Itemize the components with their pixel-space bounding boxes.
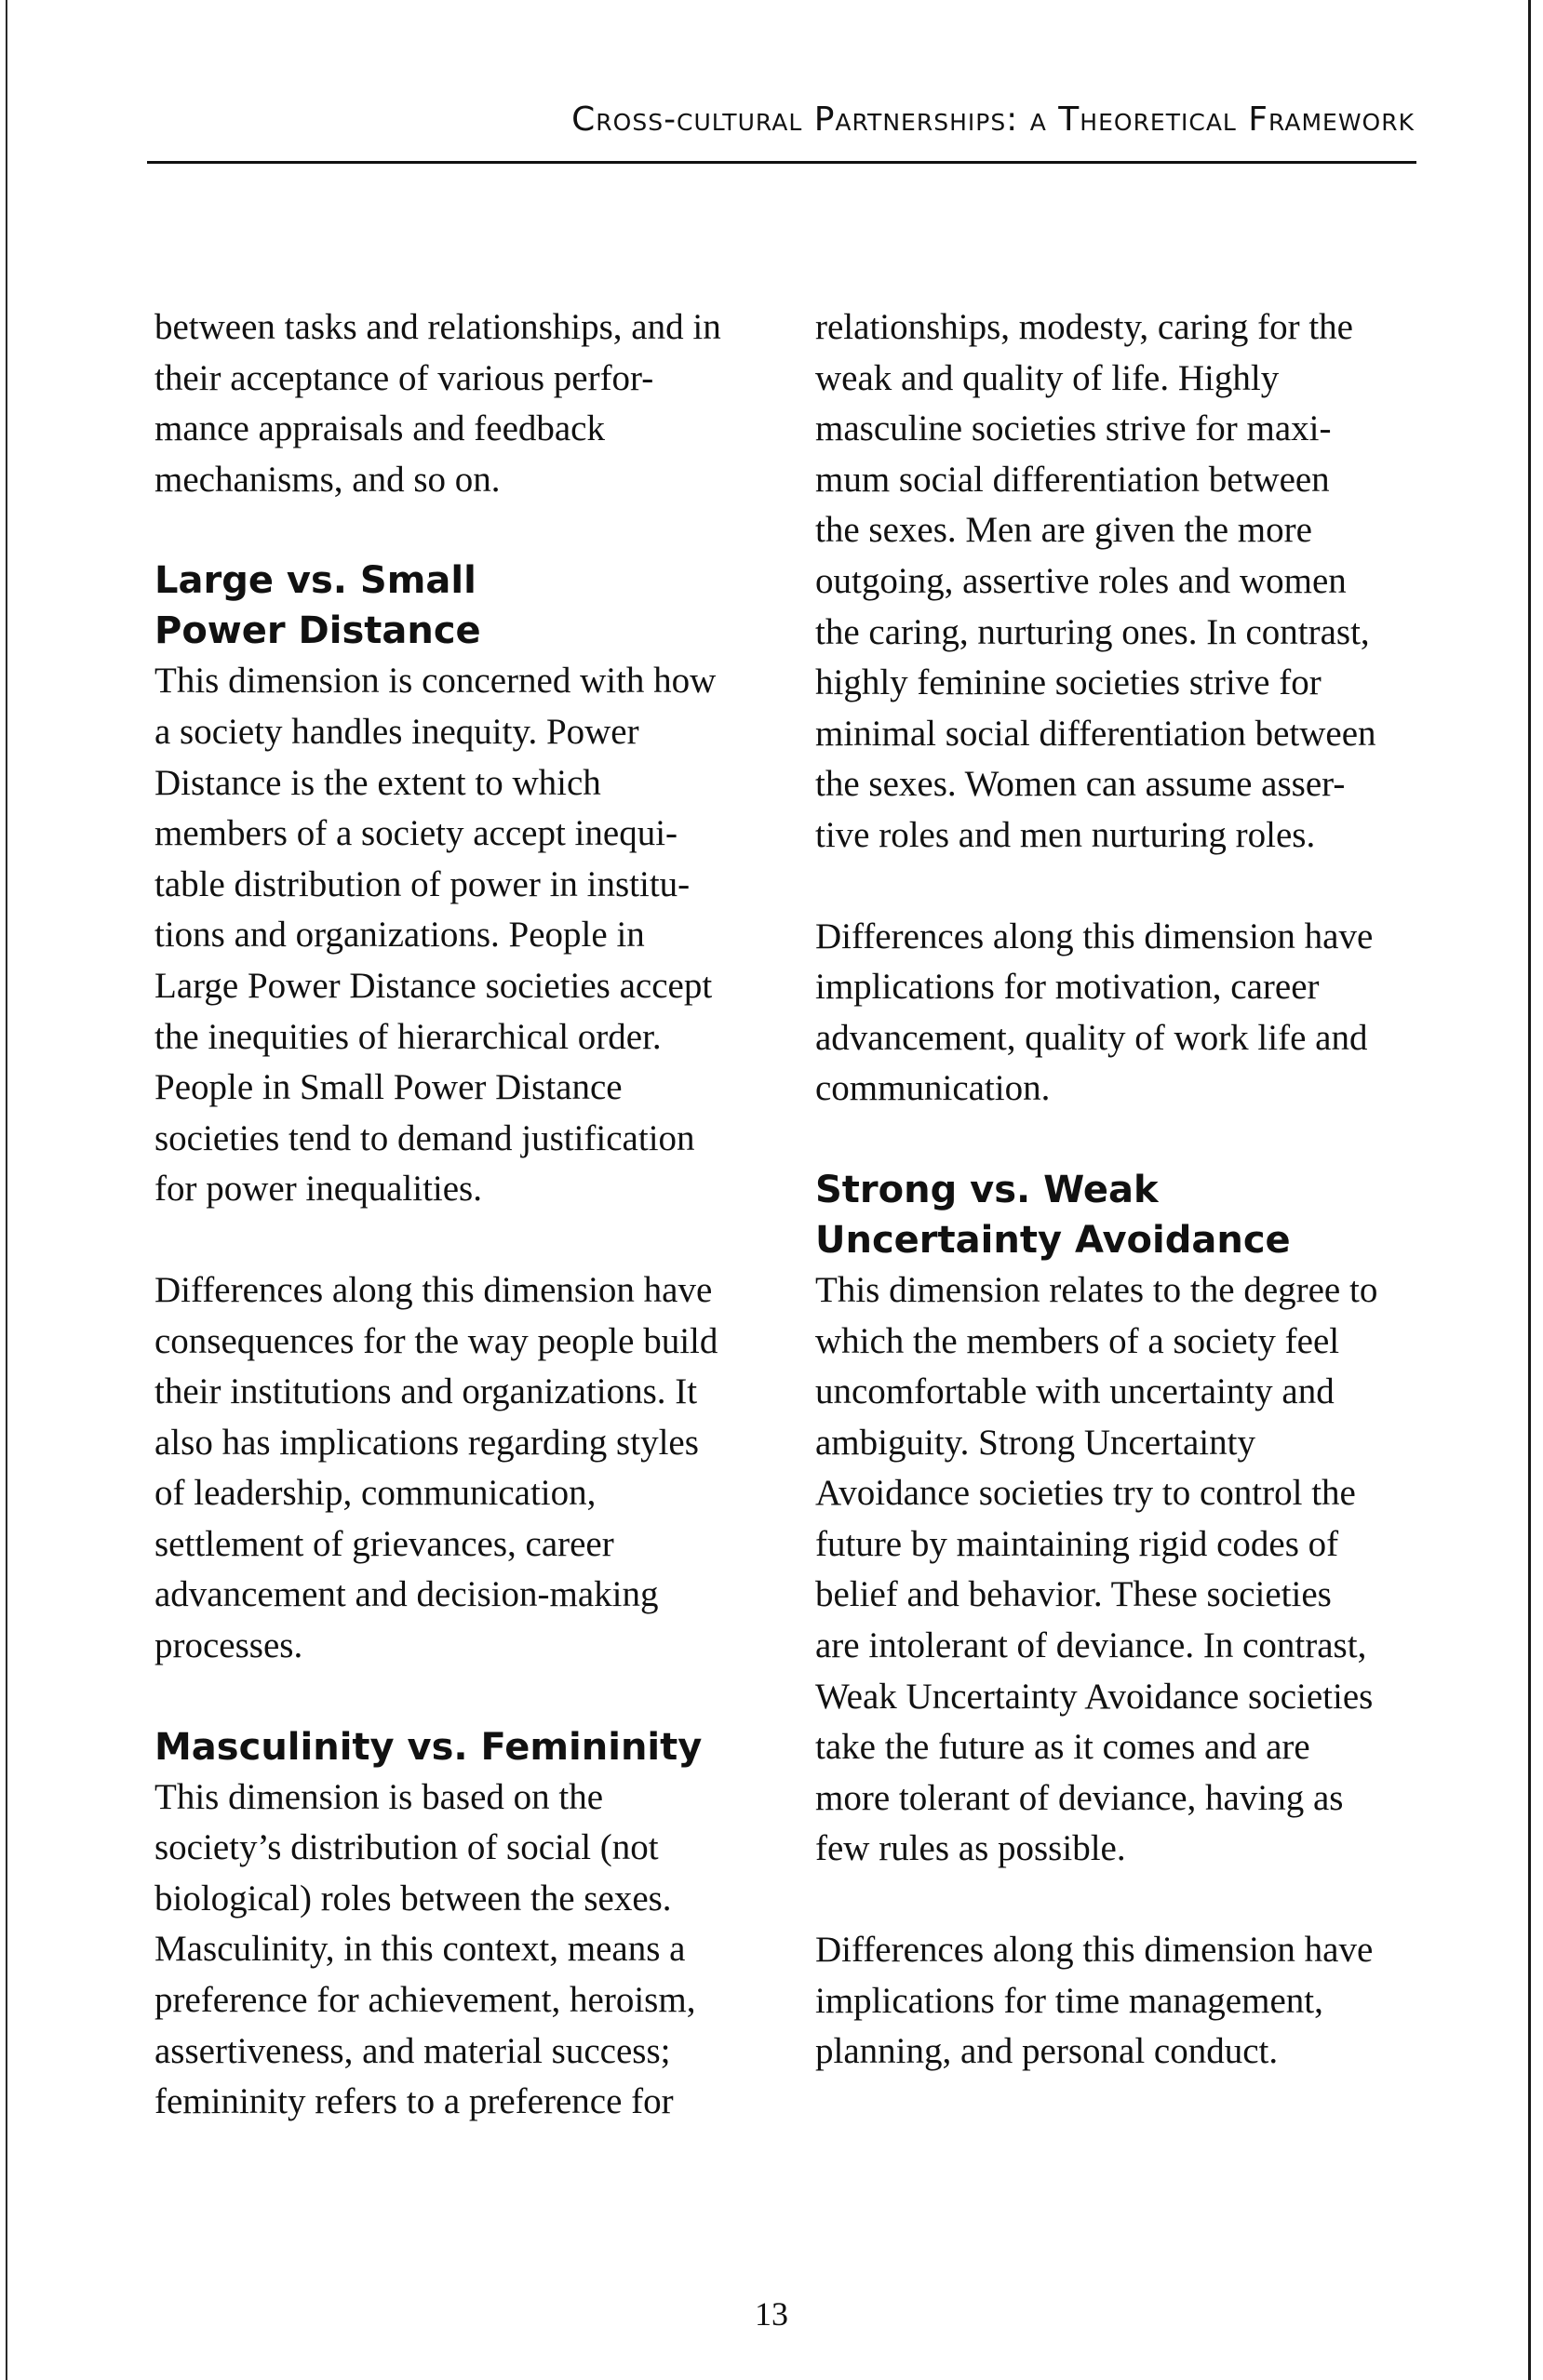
section-heading-power-distance — [154, 555, 780, 656]
text-line: ambiguity. Strong Uncertainty — [815, 1422, 1255, 1463]
text-line: their institutions and organizations. It — [154, 1371, 698, 1412]
text-line: People in Small Power Distance — [154, 1067, 623, 1108]
power-distance-paragraph-1 — [154, 656, 780, 1215]
text-line: assertiveness, and material success; — [154, 2030, 671, 2071]
text-line: are intolerant of deviance. In contrast, — [815, 1625, 1367, 1666]
text-line: Large Power Distance societies accept — [154, 965, 713, 1006]
continuation-paragraph — [815, 302, 1448, 862]
text-line: few rules as possible. — [815, 1828, 1126, 1869]
text-line: table distribution of power in institu- — [154, 863, 691, 904]
text-line: femininity refers to a preference for — [154, 2081, 674, 2122]
text-line: highly feminine societies strive for — [815, 662, 1322, 703]
text-line: uncomfortable with uncertainty and — [815, 1371, 1335, 1412]
text-line: Masculinity, in this context, means a — [154, 1929, 686, 1970]
text-line: This dimension relates to the degree to — [815, 1269, 1378, 1310]
intro-paragraph — [154, 302, 780, 505]
text-line: take the future as it comes and are — [815, 1727, 1310, 1768]
heading-line: Masculinity vs. Femininity — [154, 1725, 703, 1769]
text-line: Differences along this dimension have — [815, 916, 1374, 956]
text-line: also has implications regarding styles — [154, 1422, 699, 1463]
text-line: advancement, quality of work life and — [815, 1017, 1368, 1058]
section-heading-uncertainty — [815, 1165, 1448, 1265]
uncertainty-paragraph-2 — [815, 1925, 1448, 2078]
text-line: mum social differentiation between — [815, 459, 1330, 500]
text-line: biological) roles between the sexes. — [154, 1878, 672, 1919]
heading-line: Strong vs. Weak — [815, 1168, 1159, 1211]
text-line: their acceptance of various perfor- — [154, 357, 654, 398]
text-line: more tolerant of deviance, having as — [815, 1777, 1344, 1818]
text-line: society’s distribution of social (not — [154, 1827, 659, 1868]
heading-line: Large vs. Small — [154, 559, 476, 603]
text-line: masculine societies strive for maxi- — [815, 408, 1332, 449]
text-line: communication. — [815, 1068, 1051, 1109]
text-line: settlement of grievances, career — [154, 1523, 614, 1564]
text-line: preference for achievement, heroism, — [154, 1980, 696, 2021]
text-line: tive roles and men nurturing roles. — [815, 814, 1316, 855]
text-line: future by maintaining rigid codes of — [815, 1523, 1339, 1564]
text-line: between tasks and relationships, and in — [154, 307, 721, 347]
text-line: This dimension is based on the — [154, 1776, 604, 1817]
text-line: the sexes. Women can assume asser- — [815, 764, 1346, 805]
page-number: 13 — [755, 2295, 788, 2333]
text-line: mechanisms, and so on. — [154, 459, 501, 500]
right-column — [815, 302, 1448, 2128]
text-line: implications for motivation, career — [815, 967, 1320, 1008]
section-heading-masculinity — [154, 1722, 780, 1772]
uncertainty-paragraph-1 — [815, 1265, 1448, 1875]
text-line: minimal social differentiation between — [815, 713, 1376, 754]
header-rule — [147, 161, 1416, 164]
text-line: This dimension is concerned with how — [154, 661, 717, 702]
text-line: of leadership, communication, — [154, 1473, 597, 1514]
heading-line: Uncertainty Avoidance — [815, 1218, 1291, 1262]
text-line: the sexes. Men are given the more — [815, 510, 1312, 551]
heading-line: Power Distance — [154, 609, 481, 653]
page-edge-left — [6, 0, 7, 2380]
text-line: consequences for the way people build — [154, 1320, 718, 1361]
masculinity-paragraph-1 — [154, 1772, 780, 2128]
text-line: Differences along this dimension have — [815, 1930, 1374, 1971]
text-line: weak and quality of life. Highly — [815, 357, 1280, 398]
text-line: Differences along this dimension have — [154, 1269, 713, 1310]
text-line: implications for time management, — [815, 1980, 1323, 2021]
text-line: mance appraisals and feedback — [154, 408, 605, 449]
text-line: belief and behavior. These societies — [815, 1574, 1332, 1615]
text-line: Distance is the extent to which — [154, 762, 601, 803]
text-line: relationships, modesty, caring for the — [815, 307, 1353, 347]
left-column — [154, 302, 780, 2178]
masculinity-differences-paragraph — [815, 912, 1448, 1115]
page-edge-right — [1528, 0, 1531, 2380]
text-line: advancement and decision-making — [154, 1574, 659, 1615]
text-line: which the members of a society feel — [815, 1320, 1340, 1361]
power-distance-paragraph-2 — [154, 1265, 780, 1672]
text-line: members of a society accept inequi- — [154, 813, 678, 854]
text-line: societies tend to demand justification — [154, 1117, 695, 1158]
text-line: a society handles inequity. Power — [154, 711, 639, 752]
text-line: Avoidance societies try to control the — [815, 1473, 1356, 1514]
text-line: the caring, nurturing ones. In contrast, — [815, 611, 1370, 652]
text-line: outgoing, assertive roles and women — [815, 560, 1347, 601]
text-line: Weak Uncertainty Avoidance societies — [815, 1676, 1374, 1717]
text-line: processes. — [154, 1625, 303, 1666]
text-line: tions and organizations. People in — [154, 915, 645, 956]
text-line: for power inequalities. — [154, 1169, 482, 1210]
text-line: planning, and personal conduct. — [815, 2031, 1279, 2072]
text-line: the inequities of hierarchical order. — [154, 1016, 662, 1057]
running-header: Cross-cultural Partnerships: a Theoretical Framework — [571, 100, 1415, 139]
